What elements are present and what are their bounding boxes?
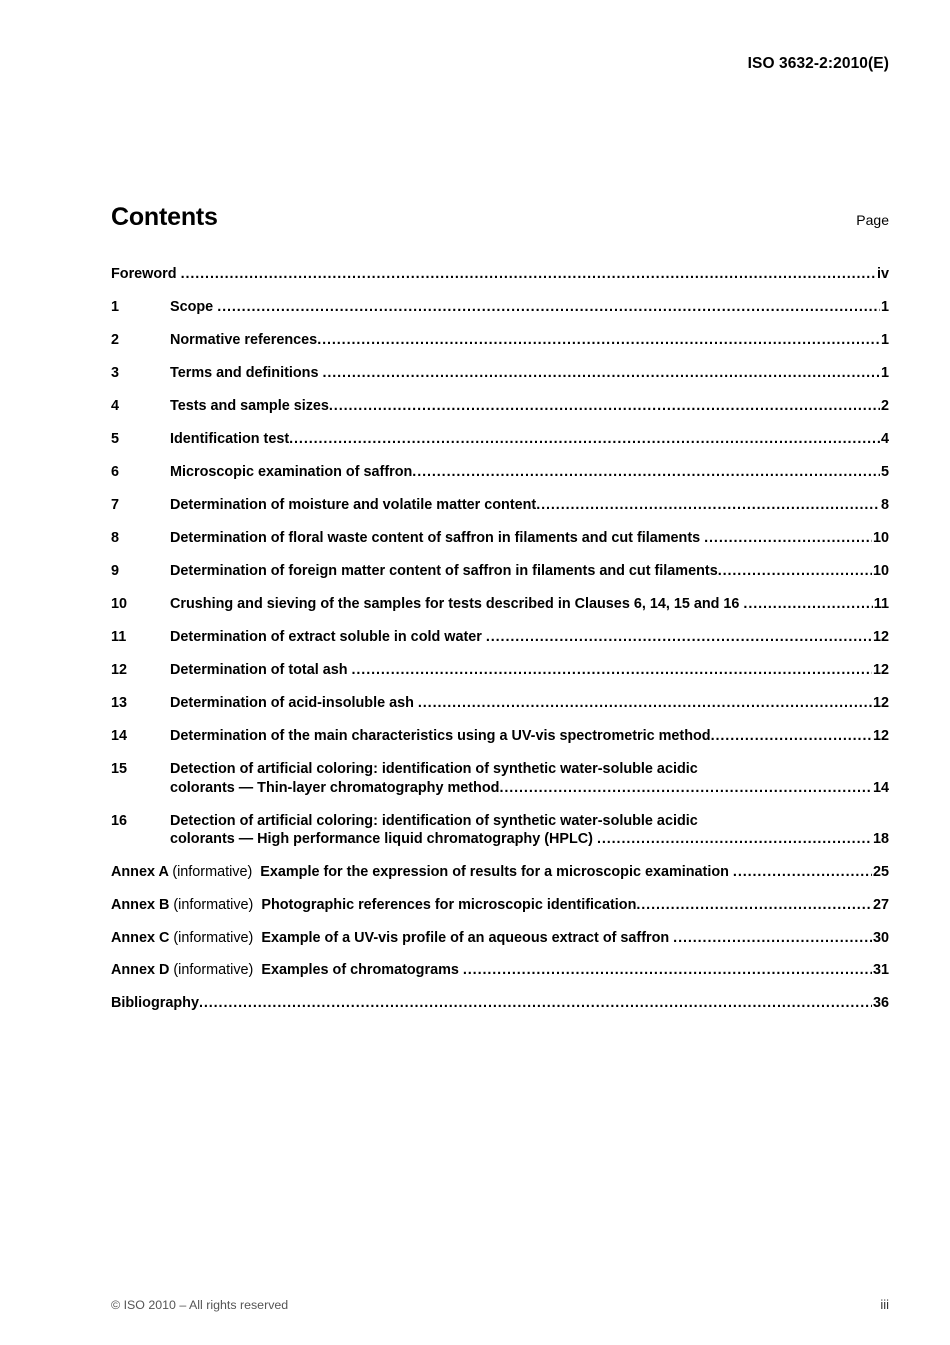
toc-entry-line bbox=[111, 929, 889, 947]
toc-entry-line bbox=[170, 628, 889, 646]
toc-entry[interactable] bbox=[111, 812, 889, 849]
toc-entry-body bbox=[170, 694, 889, 712]
toc-entry-line bbox=[170, 430, 889, 448]
toc-entry-line bbox=[170, 529, 889, 547]
toc-entry-title: colorants — Thin-layer chromatography method bbox=[170, 779, 500, 796]
toc-entry-body bbox=[170, 812, 889, 849]
toc-entry-page-number: 1 bbox=[880, 365, 889, 382]
toc-entry-title: Terms and definitions bbox=[170, 365, 319, 382]
toc-entry[interactable] bbox=[111, 463, 889, 481]
toc-entry-number: 1 bbox=[111, 299, 120, 316]
toc-entry-line bbox=[170, 463, 889, 481]
toc-entry-body bbox=[170, 397, 889, 415]
copyright-notice: © ISO 2010 – All rights reserved bbox=[111, 1298, 289, 1312]
toc-entry-body bbox=[170, 298, 889, 316]
toc-entry[interactable] bbox=[111, 331, 889, 349]
toc-entry[interactable] bbox=[111, 661, 889, 679]
toc-entry-number: 16 bbox=[111, 812, 128, 829]
toc-entry-body bbox=[111, 994, 889, 1012]
toc-entry[interactable] bbox=[111, 430, 889, 448]
toc-entry-title: Determination of acid-insoluble ash bbox=[170, 695, 414, 712]
toc-entry-number: 12 bbox=[111, 662, 128, 679]
toc-dot-leader bbox=[289, 430, 880, 448]
toc-dot-leader bbox=[704, 529, 872, 547]
toc-entry-line bbox=[111, 265, 889, 283]
toc-entry-page-number: 25 bbox=[872, 864, 889, 881]
toc-entry-body bbox=[111, 929, 889, 947]
toc-dot-leader bbox=[322, 364, 880, 382]
toc-entry-title-line1: Detection of artificial coloring: identification of synthetic water-soluble acidic bbox=[170, 761, 698, 778]
toc-entry-title: colorants — High performance liquid chromatography (HPLC) bbox=[170, 831, 593, 848]
table-of-contents bbox=[111, 265, 889, 1027]
toc-entry-body bbox=[170, 628, 889, 646]
toc-entry-title: Determination of total ash bbox=[170, 662, 348, 679]
toc-entry-page-number: 10 bbox=[872, 530, 889, 547]
toc-entry-line bbox=[111, 994, 889, 1012]
toc-entry-page-number: 4 bbox=[880, 431, 889, 448]
toc-entry[interactable] bbox=[111, 929, 889, 947]
toc-annex-label: Annex C bbox=[111, 929, 170, 946]
toc-entry[interactable] bbox=[111, 694, 889, 712]
toc-dot-leader bbox=[463, 961, 873, 979]
toc-dot-leader bbox=[673, 929, 872, 947]
toc-annex-label: Annex D bbox=[111, 962, 170, 979]
toc-entry-number: 15 bbox=[111, 761, 128, 778]
toc-entry-body bbox=[170, 661, 889, 679]
toc-entry-title: Normative references bbox=[170, 332, 318, 349]
toc-entry-body bbox=[170, 364, 889, 382]
toc-dot-leader bbox=[743, 595, 873, 613]
toc-entry[interactable] bbox=[111, 298, 889, 316]
toc-annex-label: Annex A bbox=[111, 864, 169, 881]
toc-entry-title: Determination of moisture and volatile matter content bbox=[170, 497, 537, 514]
toc-dot-leader bbox=[329, 397, 881, 415]
toc-dot-leader bbox=[636, 896, 872, 914]
toc-dot-leader bbox=[711, 727, 873, 745]
toc-entry-title: Identification test bbox=[170, 431, 290, 448]
footer-page-number: iii bbox=[880, 1297, 889, 1312]
toc-entry[interactable] bbox=[111, 265, 889, 283]
toc-entry-title bbox=[111, 863, 733, 881]
toc-entry[interactable] bbox=[111, 562, 889, 580]
toc-entry-page-number: 11 bbox=[873, 596, 889, 613]
toc-annex-title: Example of a UV-vis profile of an aqueous extract of saffron bbox=[261, 929, 670, 946]
toc-entry-page-number: 27 bbox=[872, 897, 889, 914]
toc-annex-type: (informative) bbox=[173, 897, 254, 914]
toc-entry-line bbox=[170, 364, 889, 382]
toc-entry-page-number: 1 bbox=[880, 299, 889, 316]
toc-entry-page-number: 12 bbox=[872, 728, 889, 745]
toc-entry-line bbox=[170, 496, 889, 514]
toc-entry[interactable] bbox=[111, 496, 889, 514]
toc-entry-number: 13 bbox=[111, 695, 128, 712]
toc-entry-page-number: 14 bbox=[872, 779, 889, 796]
toc-entry-page-number: 31 bbox=[872, 962, 889, 979]
toc-entry-title: Bibliography bbox=[111, 994, 199, 1011]
toc-entry-page-number: 12 bbox=[872, 695, 889, 712]
toc-entry-line bbox=[111, 961, 889, 979]
toc-entry-body bbox=[170, 496, 889, 514]
toc-entry[interactable] bbox=[111, 727, 889, 745]
toc-entry-number: 4 bbox=[111, 398, 120, 415]
toc-entry-page-number: 2 bbox=[880, 398, 889, 415]
toc-entry-line bbox=[170, 331, 889, 349]
toc-dot-leader bbox=[597, 830, 873, 848]
toc-entry-number: 5 bbox=[111, 431, 120, 448]
toc-entry-page-number: 12 bbox=[872, 662, 889, 679]
toc-entry-body bbox=[111, 896, 889, 914]
toc-entry-body bbox=[170, 430, 889, 448]
toc-entry-line bbox=[111, 896, 889, 914]
toc-entry[interactable] bbox=[111, 364, 889, 382]
toc-entry-line bbox=[170, 727, 889, 745]
toc-entry-body bbox=[170, 595, 889, 613]
toc-entry-number: 9 bbox=[111, 563, 120, 580]
toc-annex-type: (informative) bbox=[173, 962, 254, 979]
toc-entry[interactable] bbox=[111, 397, 889, 415]
toc-entry-number: 3 bbox=[111, 365, 120, 382]
toc-entry-body bbox=[111, 265, 889, 283]
toc-entry-line bbox=[170, 562, 889, 580]
toc-entry-body bbox=[170, 463, 889, 481]
toc-dot-leader bbox=[352, 661, 873, 679]
toc-entry-line bbox=[170, 694, 889, 712]
toc-entry[interactable] bbox=[111, 961, 889, 979]
toc-entry-body bbox=[170, 331, 889, 349]
toc-entry-page-number: 8 bbox=[880, 497, 889, 514]
toc-entry-title bbox=[111, 961, 463, 979]
toc-entry-page-number: 36 bbox=[872, 994, 889, 1011]
toc-entry-body bbox=[111, 961, 889, 979]
toc-entry-title: Determination of floral waste content of saffron in filaments and cut filaments bbox=[170, 530, 701, 547]
toc-dot-leader bbox=[317, 331, 880, 349]
toc-entry-line bbox=[170, 595, 889, 613]
toc-entry-page-number: 30 bbox=[872, 929, 889, 946]
toc-entry-title bbox=[111, 896, 636, 914]
toc-annex-type: (informative) bbox=[173, 929, 254, 946]
toc-dot-leader bbox=[718, 562, 873, 580]
toc-entry[interactable] bbox=[111, 760, 889, 797]
page-title: Contents bbox=[111, 203, 218, 231]
toc-entry-title: Foreword bbox=[111, 266, 177, 282]
toc-dot-leader bbox=[486, 628, 873, 646]
document-header-标准-number: ISO 3632-2:2010(E) bbox=[747, 55, 889, 72]
toc-annex-title: Examples of chromatograms bbox=[261, 962, 459, 979]
toc-entry-page-number: 1 bbox=[880, 332, 889, 349]
toc-dot-leader bbox=[499, 779, 872, 797]
toc-annex-type: (informative) bbox=[172, 864, 253, 881]
toc-entry-page-number: iv bbox=[876, 266, 889, 282]
toc-entry-page-number: 10 bbox=[872, 563, 889, 580]
toc-entry-title: Determination of the main characteristics using a UV-vis spectrometric method bbox=[170, 728, 711, 745]
toc-entry-body bbox=[170, 727, 889, 745]
toc-entry[interactable] bbox=[111, 595, 889, 613]
toc-entry-number: 2 bbox=[111, 332, 120, 349]
toc-entry-body bbox=[170, 760, 889, 797]
toc-dot-leader bbox=[733, 863, 873, 881]
toc-entry-title: Tests and sample sizes bbox=[170, 398, 329, 415]
toc-entry[interactable] bbox=[111, 896, 889, 914]
toc-dot-leader bbox=[217, 298, 880, 316]
toc-entry[interactable] bbox=[111, 628, 889, 646]
toc-entry-line bbox=[170, 397, 889, 415]
toc-entry-title: Crushing and sieving of the samples for tests described in Clauses 6, 14, 15 and 16 bbox=[170, 596, 740, 613]
toc-entry-title: Determination of foreign matter content of saffron in filaments and cut filaments bbox=[170, 563, 718, 580]
page-column-label: Page bbox=[856, 212, 889, 228]
toc-dot-leader bbox=[536, 496, 880, 514]
toc-annex-title: Example for the expression of results for a microscopic examination bbox=[260, 864, 729, 881]
toc-entry-title bbox=[111, 929, 673, 947]
toc-entry-title-line1: Detection of artificial coloring: identification of synthetic water-soluble acidic bbox=[170, 812, 698, 829]
toc-entry-line bbox=[111, 863, 889, 881]
toc-entry-body bbox=[111, 863, 889, 881]
toc-dot-leader bbox=[181, 265, 877, 283]
toc-entry-number: 8 bbox=[111, 530, 120, 547]
toc-entry-title: Scope bbox=[170, 299, 214, 316]
toc-entry-number: 7 bbox=[111, 497, 120, 514]
toc-entry-line bbox=[170, 661, 889, 679]
toc-entry[interactable] bbox=[111, 863, 889, 881]
toc-entry[interactable] bbox=[111, 529, 889, 547]
toc-entry-number: 11 bbox=[111, 629, 127, 646]
toc-entry-line bbox=[170, 830, 889, 848]
toc-entry-title: Determination of extract soluble in cold water bbox=[170, 629, 482, 646]
toc-dot-leader bbox=[418, 694, 873, 712]
toc-entry-page-number: 12 bbox=[872, 629, 889, 646]
toc-entry-body bbox=[170, 529, 889, 547]
toc-entry-number: 6 bbox=[111, 464, 120, 481]
contents-header-row bbox=[111, 203, 889, 232]
toc-entry-line bbox=[170, 298, 889, 316]
toc-dot-leader bbox=[199, 994, 873, 1012]
page-footer bbox=[111, 1297, 889, 1312]
toc-entry-number: 14 bbox=[111, 728, 128, 745]
toc-entry-body bbox=[170, 562, 889, 580]
toc-annex-title: Photographic references for microscopic identification bbox=[261, 897, 637, 914]
toc-annex-label: Annex B bbox=[111, 897, 170, 914]
toc-entry-page-number: 5 bbox=[880, 464, 889, 481]
toc-entry-number: 10 bbox=[111, 596, 128, 613]
toc-entry[interactable] bbox=[111, 994, 889, 1012]
toc-entry-title: Microscopic examination of saffron bbox=[170, 464, 413, 481]
toc-dot-leader bbox=[412, 463, 880, 481]
toc-entry-page-number: 18 bbox=[872, 831, 889, 848]
toc-entry-line bbox=[170, 779, 889, 797]
